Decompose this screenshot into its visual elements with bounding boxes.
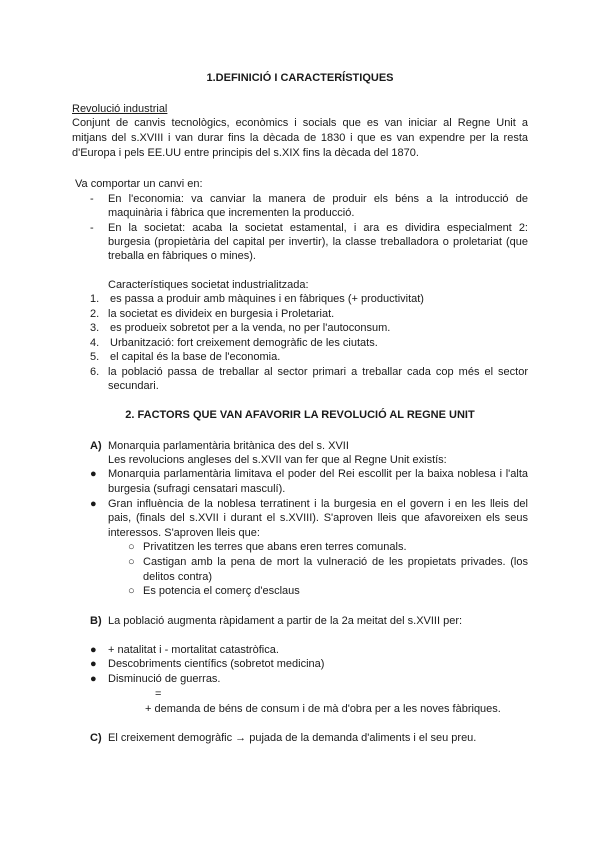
bullet-icon: ●: [90, 468, 97, 480]
change-item-line: treballa en fàbriques o mines).: [108, 250, 256, 262]
circle-bullet-icon: ○: [128, 556, 135, 568]
change-item-line: burgesia (propietària del capital per invertir), la classe treballadora o proletariat (que: [108, 236, 528, 248]
bullet-icon: ●: [90, 658, 97, 670]
a-bullet-line: interessos. S'aproven lleis que:: [108, 527, 260, 539]
bullet-icon: ●: [90, 498, 97, 510]
b-bullet: + natalitat i - mortalitat catastròfica.: [108, 644, 279, 656]
section-1-title: 1.DEFINICIÓ I CARACTERÍSTIQUES: [206, 72, 394, 84]
change-item-line: En la societat: acaba la societat estamental, i ara es dividira especialment 2:: [108, 222, 528, 234]
a-subbullet-line: Privatitzen les terres que abans eren terres comunals.: [143, 541, 407, 553]
intro-line: d'Europa i pels EE.UU entre principis del s.XIX fins la dècada del 1870.: [72, 147, 419, 159]
a-bullet-line: pais, (finals del s.XVII i durant el s.XVIII). S'aproven lleis que afavoreixen els seus: [108, 512, 528, 524]
circle-bullet-icon: ○: [128, 541, 135, 553]
a-subbullet-line: delitos contra): [143, 571, 213, 583]
change-item-line: maquinària i fàbrica que incrementen la producció.: [108, 207, 355, 219]
b-result: + demanda de béns de consum i de mà d'obra per a les noves fàbriques.: [145, 703, 501, 715]
a-bullet-line: Monarquia parlamentària limitava el poder del Rei escollit per la baixa noblesa i l'alta: [108, 468, 528, 480]
b-bullet: Disminució de guerras.: [108, 673, 221, 685]
feature-number: 5.: [90, 351, 100, 363]
change-item-line: En l'economia: va canviar la manera de produir els béns a la introducció de: [108, 193, 528, 205]
equals-sign: =: [155, 688, 162, 700]
feature-number: 4.: [90, 337, 100, 349]
b-bullet: Descobriments científics (sobretot medicina): [108, 658, 325, 670]
section-1-subtitle: Revolució industrial: [72, 103, 168, 115]
feature-text: es produeix sobretot per a la venda, no per l'autoconsum.: [110, 322, 391, 334]
section-a-subheading: Les revolucions angleses del s.XVII van fer que al Regne Unit existís:: [108, 454, 447, 466]
feature-number: 2.: [90, 308, 100, 320]
dash-bullet: -: [90, 193, 94, 205]
section-c-label: C): [90, 732, 102, 744]
intro-line: Conjunt de canvis tecnològics, econòmics i socials que es van iniciar al Regne Unit a: [72, 117, 528, 129]
feature-text: el capital és la base de l'economia.: [110, 351, 281, 363]
a-bullet-line: burgesia (sufragi censatari masculí).: [108, 483, 286, 495]
feature-text: la societat es divideix en burgesia i Proletariat.: [108, 308, 335, 320]
section-a-heading: Monarquia parlamentària britànica des del s. XVII: [108, 440, 349, 452]
feature-text: la població passa de treballar al sector primari a treballar cada cop més el sector: [108, 366, 528, 378]
bullet-icon: ●: [90, 673, 97, 685]
feature-text: es passa a produir amb màquines i en fàbriques (+ productivitat): [110, 293, 424, 305]
features-title: Característiques societat industrialitzada:: [108, 279, 309, 291]
feature-number: 1.: [90, 293, 100, 305]
section-c-text: El creixement demogràfic → pujada de la demanda d'aliments i el seu preu.: [108, 732, 477, 744]
dash-bullet: -: [90, 222, 94, 234]
bullet-icon: ●: [90, 644, 97, 656]
feature-text: Urbanització: fort creixement demogràfic de les ciutats.: [110, 337, 378, 349]
intro-line: mitjans del s.XVIII i van durar fins la dècada de 1830 i que es van expendre per la resta: [72, 132, 528, 144]
change-intro: Va comportar un canvi en:: [75, 178, 203, 190]
section-b-label: B): [90, 615, 102, 627]
section-b-heading: La població augmenta ràpidament a partir de la 2a meitat del s.XVIII per:: [108, 615, 463, 627]
feature-number: 3.: [90, 322, 100, 334]
section-a-label: A): [90, 440, 102, 452]
a-subbullet-line: Castigan amb la pena de mort la vulneració de les propietats privades. (los: [143, 556, 528, 568]
a-subbullet-line: Es potencia el comerç d'esclaus: [143, 585, 300, 597]
a-bullet-line: Gran influència de la noblesa terratinent i la burgesia en el govern i en les lleis del: [108, 498, 528, 510]
circle-bullet-icon: ○: [128, 585, 135, 597]
feature-text: secundari.: [108, 380, 159, 392]
feature-number: 6.: [90, 366, 100, 378]
section-2-title: 2. FACTORS QUE VAN AFAVORIR LA REVOLUCIÓ AL REGNE UNIT: [125, 409, 475, 421]
